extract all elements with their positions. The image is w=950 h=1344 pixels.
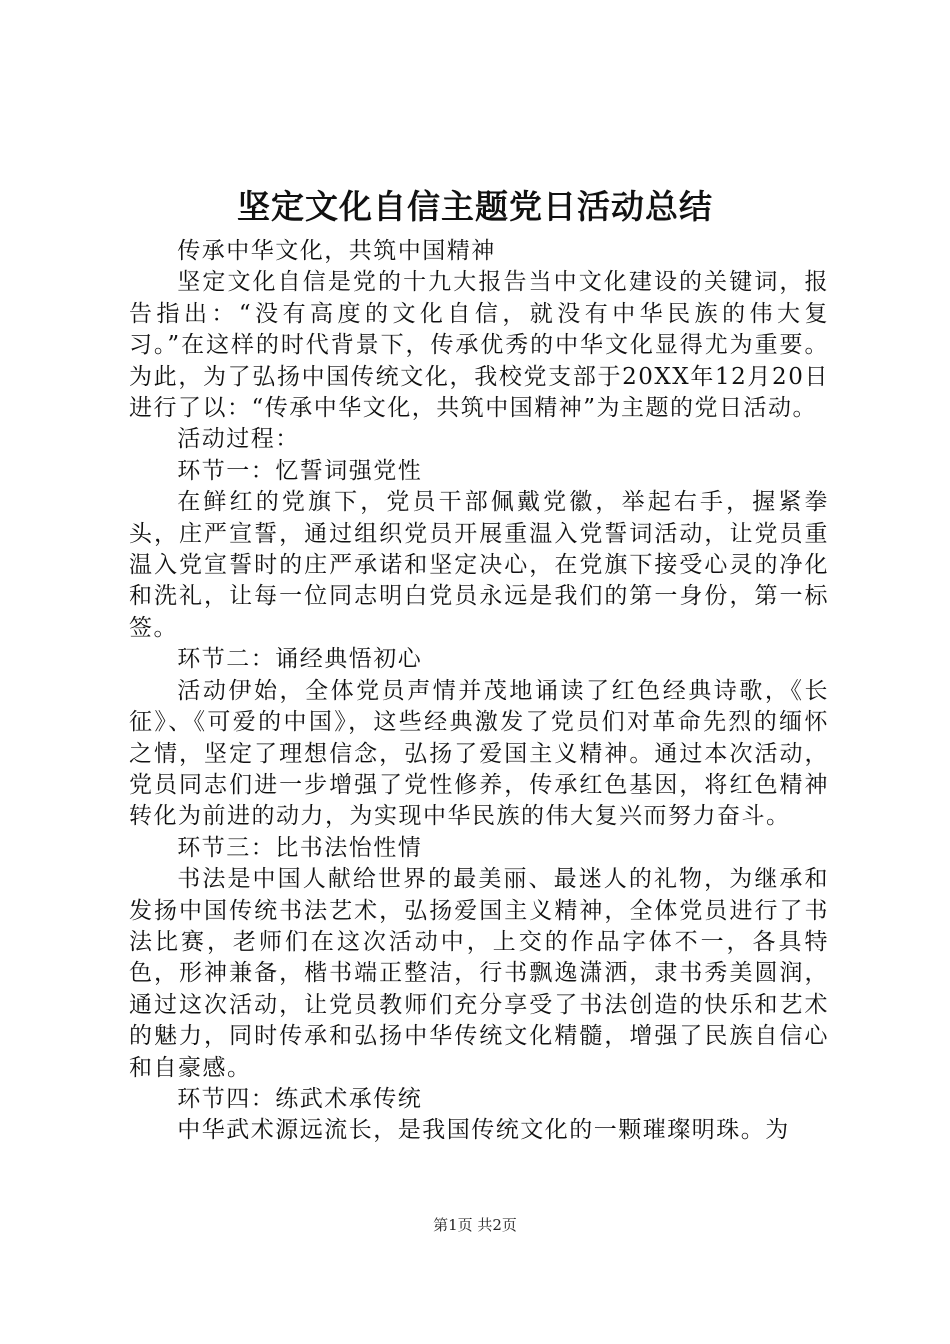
step-two-heading: 环节二：诵经典悟初心 (177, 646, 423, 673)
document-title: 坚定文化自信主题党日活动总结 (237, 187, 713, 226)
step-four-heading: 环节四：练武术承传统 (177, 1085, 423, 1112)
step-one-heading: 环节一：忆誓词强党性 (177, 457, 423, 484)
page-number-footer: 第1页 共2页 (433, 1216, 517, 1234)
step-one-paragraph: 在鲜红的党旗下，党员干部佩戴党徽，举起右手，握紧拳头，庄严宣誓，通过组织党员开展重温入党誓词活动，让党员重温入党宣誓时的庄严承诺和坚定决心，在党旗下接受心灵的净化和洗礼，让每一位同志明白党员永远是我们的第一身份，第一标签。 (129, 489, 829, 641)
activity-process-heading: 活动过程： (177, 426, 300, 453)
step-two-paragraph: 活动伊始，全体党员声情并茂地诵读了红色经典诗歌，《长征》、《可爱的中国》，这些经典激发了党员们对革命先烈的缅怀之情，坚定了理想信念，弘扬了爱国主义精神。通过本次活动，党员同志们进一步增强了党性修养，传承红色基因，将红色精神转化为前进的动力，为实现中华民族的伟大复兴而努力奋斗。 (129, 677, 829, 830)
document-body (129, 236, 829, 1147)
step-four-paragraph: 中华武术源远流长，是我国传统文化的一颗璀璨明珠。为 (177, 1117, 790, 1144)
step-three-heading: 环节三：比书法怡性情 (177, 834, 423, 861)
step-three-paragraph: 书法是中国人献给世界的最美丽、最迷人的礼物，为继承和发扬中国传统书法艺术，弘扬爱国主义精神，全体党员进行了书法比赛，老师们在这次活动中，上交的作品字体不一，各具特色，形神兼备，楷书端正整洁，行书飘逸潇洒，隶书秀美圆润，通过这次活动，让党员教师们充分享受了书法创造的快乐和艺术的魅力，同时传承和弘扬中华传统文化精髓，增强了民族自信心和自豪感。 (129, 866, 829, 1081)
section-subtitle: 传承中华文化，共筑中国精神 (177, 238, 496, 264)
intro-paragraph: 坚定文化自信是党的十九大报告当中文化建设的关键词，报告指出：“没有高度的文化自信，就没有中华民族的伟大复习。”在这样的时代背景下，传承优秀的中华文化显得尤为重要。为此，为了弘扬中国传统文化，我校党支部于20XX年12月20日进行了以：“传承中华文化，共筑中国精神”为主题的党日活动。 (129, 269, 829, 422)
